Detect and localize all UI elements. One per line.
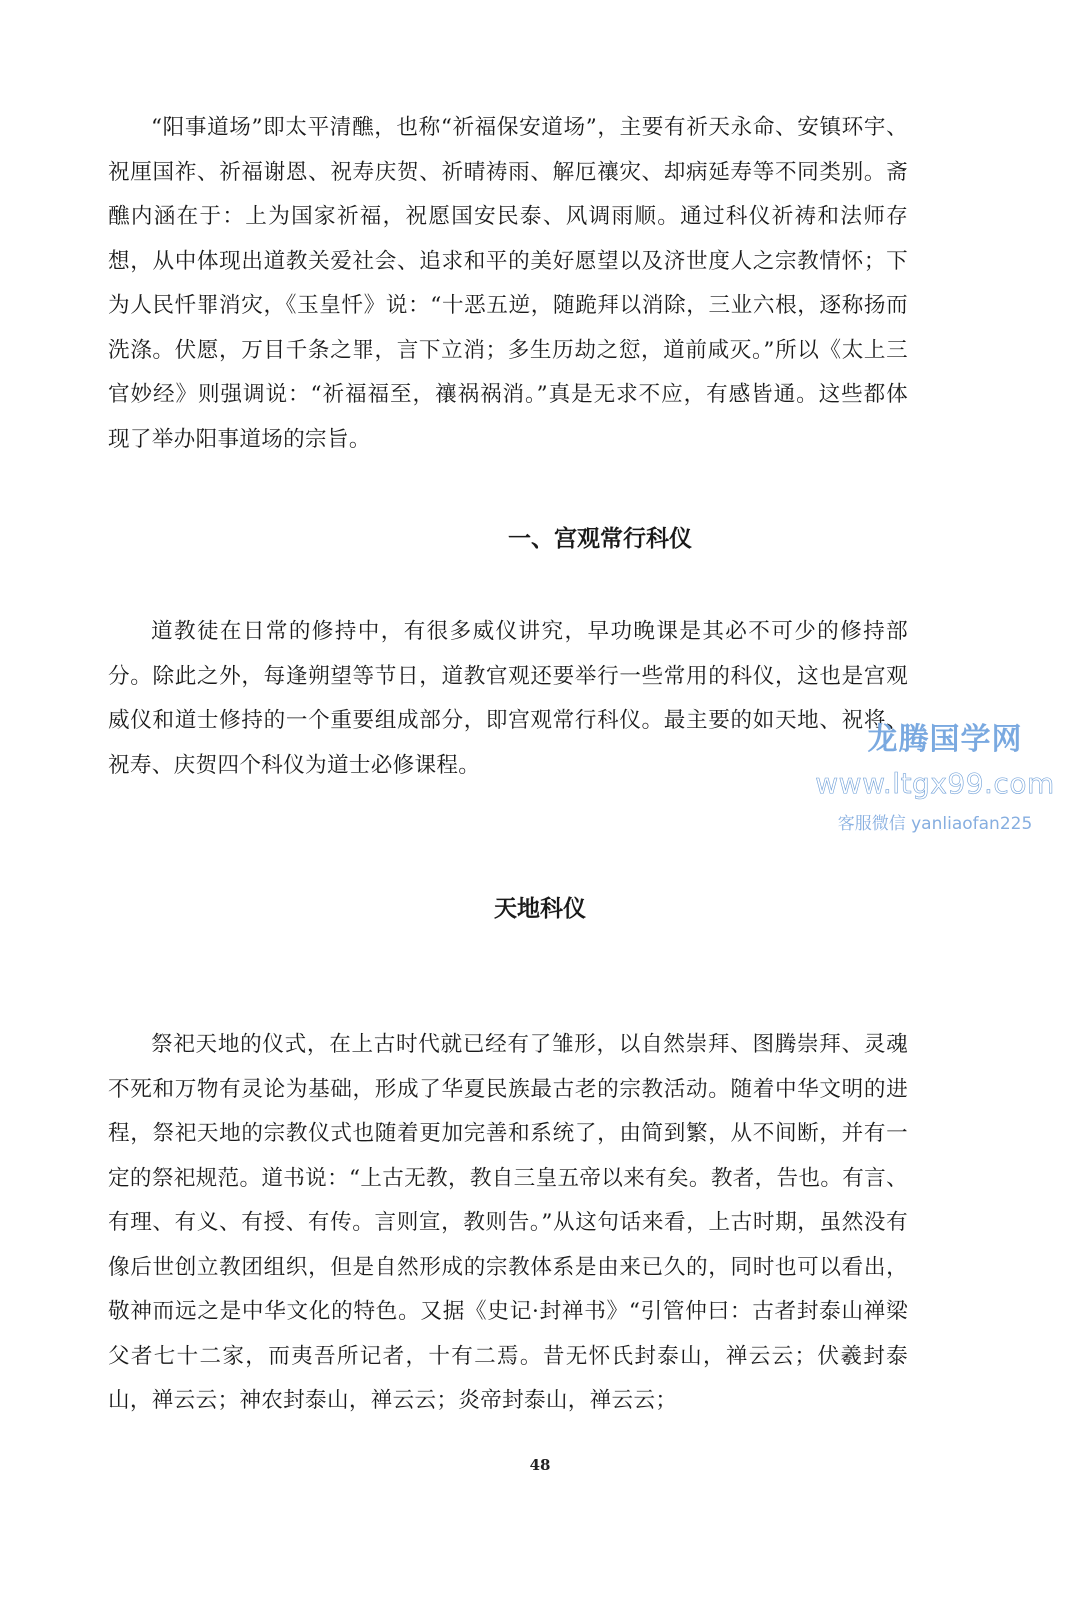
page-number: 48 <box>529 1456 551 1474</box>
watermark <box>815 718 1060 842</box>
section-heading: 一、宫观常行科仪 <box>508 526 692 552</box>
subsection-heading: 天地科仪 <box>494 896 586 922</box>
paragraph-yangshi-daochang: “阳事道场”即太平清醮，也称“祈福保安道场”，主要有祈天永命、安镇环宇、祝厘国祚、祈福谢恩、祝寿庆贺、祈晴祷雨、解厄禳灾、却病延寿等不同类别。斋醮内涵在于：上为国家祈福，祝愿国安民泰、风调雨顺。通过科仪祈祷和法师存想，从中体现出道教关爱社会、追求和平的美好愿望以及济世度人之宗教情怀；下为人民忏罪消灾，《玉皇忏》说：“十恶五逆，随跪拜以消除，三业六根，逐称扬而洗涤。伏愿，万目千条之罪，言下立消；多生历劫之愆，道前咸灭。”所以《太上三官妙经》则强调说：“祈福福至，禳祸祸消。”真是无求不应，有感皆通。这些都体现了举办阳事道场的宗旨。 <box>108 115 908 452</box>
watermark-contact: 客服微信 yanliaofan225 <box>837 814 1033 834</box>
watermark-url: www.ltgx99.com <box>815 767 1055 800</box>
watermark-site-name: 龙腾国学网 <box>867 722 1023 757</box>
paragraph-gongguan-kéyi: 道教徒在日常的修持中，有很多威仪讲究，早功晚课是其必不可少的修持部分。除此之外，每逢朔望等节日，道教官观还要举行一些常用的科仪，这也是宫观威仪和道士修持的一个重要组成部分，即宫观常行科仪。最主要的如天地、祝将、祝寿、庆贺四个科仪为道士必修课程。 <box>108 619 908 778</box>
paragraph-tiandi-keyi: 祭祀天地的仪式，在上古时代就已经有了雏形，以自然崇拜、图腾崇拜、灵魂不死和万物有灵论为基础，形成了华夏民族最古老的宗教活动。随着中华文明的进程，祭祀天地的宗教仪式也随着更加完善和系统了，由简到繁，从不间断，并有一定的祭祀规范。道书说：“上古无教，教自三皇五帝以来有矣。教者，告也。有言、有理、有义、有授、有传。言则宣，教则告。”从这句话来看，上古时期，虽然没有像后世创立教团组织，但是自然形成的宗教体系是由来已久的，同时也可以看出，敬神而远之是中华文化的特色。又据《史记·封禅书》“引管仲曰：古者封泰山禅梁父者七十二家，而夷吾所记者，十有二焉。昔无怀氏封泰山，禅云云；伏羲封泰山，禅云云；神农封泰山，禅云云；炎帝封泰山，禅云云； <box>108 1032 908 1413</box>
